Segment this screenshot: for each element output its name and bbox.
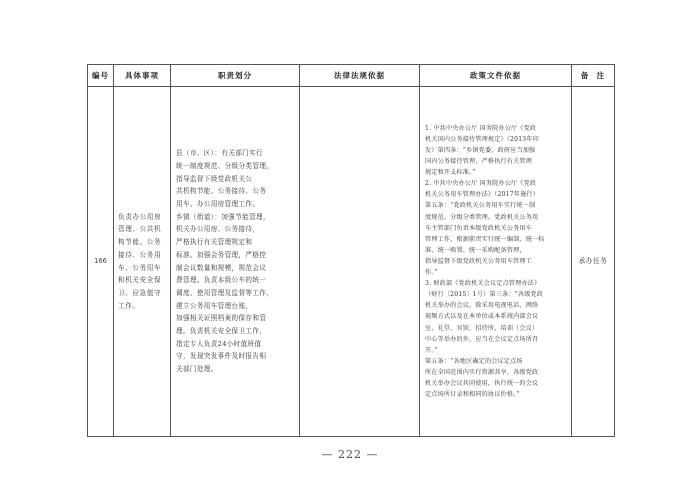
duty-line: 理。负责机关安全保卫工作，	[176, 327, 267, 336]
duty-line: 县（市、区）：有关部门实行	[176, 149, 263, 158]
matter-line: 工作。	[118, 301, 140, 310]
page-number: — 222 —	[321, 448, 379, 461]
policy-line: 视频方式以及在本单位或本系统内部会议	[425, 313, 539, 321]
duty-line: 指导监督下级党政机关公	[176, 174, 253, 183]
cell-policy	[420, 87, 572, 437]
policy-line: 机关国内公务接待管理规定》（2013年印	[425, 135, 539, 143]
duty-line: 建立公务用车管理台账，	[176, 301, 253, 310]
duty-line: 加强相关证照档案的保存和管	[176, 314, 267, 323]
cell-law	[300, 87, 420, 437]
duty-line: 制会议数量和规模，规范会议	[176, 263, 267, 272]
matter-line: 卫、应急值守	[118, 288, 162, 297]
policy-line: 1. 中共中央办公厅 国务院办公厅《党政	[425, 124, 537, 132]
table-header-row	[88, 65, 615, 87]
header-matter: 具体事项	[114, 65, 171, 87]
duty-line: 调度、使用管理及监督等工作，	[176, 288, 274, 297]
policy-line: 中心等举办的外，应当在会议定点场所召	[425, 335, 539, 343]
policy-line: 第五条：“党政机关公务用车实行统一制	[425, 202, 536, 210]
duty-line: 统一制度规范、分级分类管理，	[176, 161, 274, 170]
policy-line: 室、礼堂、宾馆、招待所、培训（会议）	[425, 324, 539, 332]
duty-line: 共机构节能、公务接待、公务	[176, 187, 267, 196]
table-row	[88, 87, 615, 437]
cell-remark: 承办任务	[572, 87, 615, 437]
matter-line: 管理、公共机	[118, 225, 162, 234]
duty-line: 用车、办公用房管理工作。	[176, 199, 260, 208]
cell-matter	[114, 87, 171, 437]
policy-line: 车主管部门负责本级党政机关公务用车	[425, 224, 532, 232]
policy-line: 定点场所目录和相同的协议价格。”	[425, 391, 520, 399]
header-remark: 备 注	[572, 65, 615, 87]
duty-line: 费管理。负责本级公车的统一	[176, 276, 267, 285]
policy-line: 第五条：“各地区确定的会议定点场	[425, 357, 523, 365]
duty-line: 守，发现突发事件及时报告相	[176, 352, 267, 361]
policy-line: 机关举办的会议，除采用电视电话、网络	[425, 302, 539, 310]
header-law: 法律法规依据	[300, 65, 420, 87]
matter-line: 负责办公用房	[118, 212, 162, 221]
policy-line: 度规范、分级分类管理。党政机关公务用	[425, 213, 539, 221]
cell-duty	[171, 87, 300, 437]
policy-line: 准、统一购置、统一采购配备管理，	[425, 246, 526, 254]
header-policy: 政策文件依据	[420, 65, 572, 87]
duty-line: 乡镇（街道）：加强节能管理，	[176, 212, 270, 221]
policy-line: 所在全国范围内实行资源共享，各级党政	[425, 368, 539, 376]
duty-line: 机关办公用房、公务接待，	[176, 225, 260, 234]
policy-line: 发）第四条：“乡镇党委、政府应当加强	[425, 147, 536, 155]
policy-line: 作。”	[425, 269, 438, 277]
matter-line: 车、公务用车	[118, 263, 162, 272]
policy-line: 3. 财政部《党政机关会议定点管理办法》	[425, 280, 541, 288]
policy-line: 开。”	[425, 346, 438, 354]
duty-line: 指定专人负责24小时值班值	[176, 339, 262, 348]
matter-line: 接待、公务用	[118, 250, 162, 259]
policy-line: 机关公务用车管理办法》（2017年施行）	[425, 191, 539, 199]
matter-line: 构节能、公务	[118, 238, 162, 247]
header-no: 编号	[88, 65, 114, 87]
responsibility-table	[87, 64, 615, 437]
cell-no: 166	[88, 87, 114, 437]
policy-line: 管理工作，根据职责实行统一编制、统一标	[425, 235, 545, 243]
policy-line: 国内公务接待管理，严格执行有关管理	[425, 158, 532, 166]
duty-line: 标准。加强会务管理，严格控	[176, 250, 267, 259]
policy-line: 2. 中共中央办公厅 国务院办公厅《党政	[425, 180, 537, 188]
policy-line: 规定和开支标准。”	[425, 169, 476, 177]
policy-line: （财行〔2015〕1号）第三条：“各级党政	[425, 291, 544, 299]
policy-line: 机关举办会议共同使用，执行统一的会议	[425, 379, 539, 387]
duty-line: 关部门处理。	[176, 365, 218, 374]
header-duty: 职责划分	[171, 65, 300, 87]
matter-line: 和机关安全保	[118, 276, 162, 285]
duty-line: 严格执行有关管理规定和	[176, 238, 253, 247]
policy-line: 指导监督下级党政机关公务用车管理工	[425, 257, 532, 265]
